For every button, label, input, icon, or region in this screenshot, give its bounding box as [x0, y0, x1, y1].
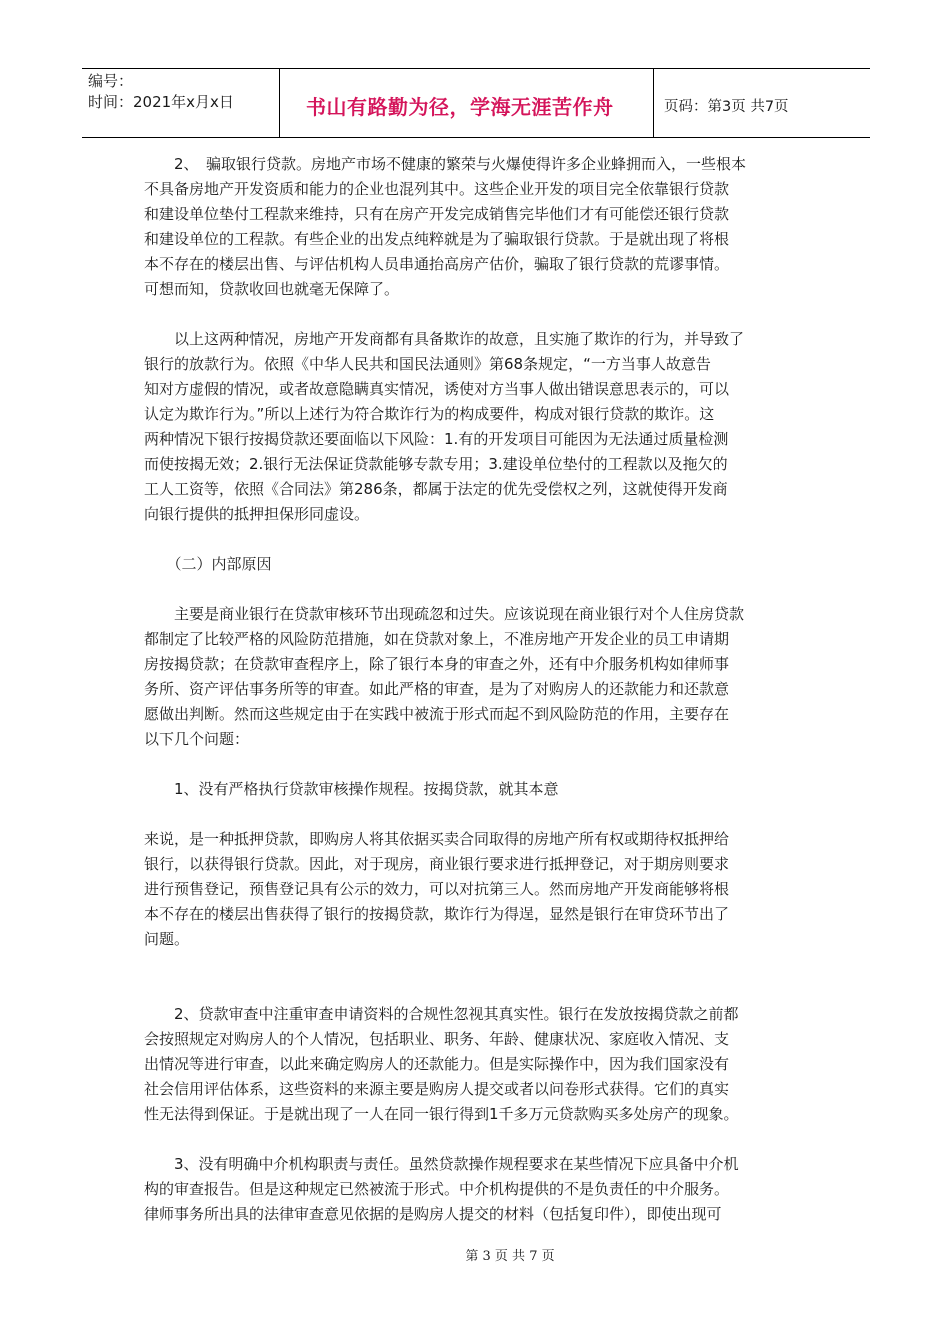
text-line: 会按照规定对购房人的个人情况，包括职业、职务、年龄、健康状况、家庭收入情况、支 [144, 1030, 730, 1048]
text-line: 来说，是一种抵押贷款，即购房人将其依据买卖合同取得的房地产所有权或期待权抵押给 [144, 830, 730, 848]
text-line: 房按揭贷款；在贷款审查程序上，除了银行本身的审查之外，还有中介服务机构如律师事 [144, 655, 730, 673]
text-line: 愿做出判断。然而这些规定由于在实践中被流于形式而起不到风险防范的作用，主要存在 [144, 705, 730, 723]
text-line: 3、没有明确中介机构职责与责任。虽然贷款操作规程要求在某些情况下应具备中介机 [144, 1155, 739, 1173]
document-body [144, 152, 809, 1227]
header-motto-cell [280, 69, 654, 137]
text-line: 出情况等进行审查，以此来确定购房人的还款能力。但是实际操作中，因为我们国家没有 [144, 1055, 730, 1073]
page-footer: 第 3 页 共 7 页 [465, 1249, 555, 1264]
blank-line [144, 752, 809, 777]
header-page-cell [654, 69, 870, 137]
text-line: 以上这两种情况，房地产开发商都有具备欺诈的故意，且实施了欺诈的行为，并导致了 [144, 330, 745, 348]
text-line: 工人工资等，依照《合同法》第286条，都属于法定的优先受偿权之列，这就使得开发商 [144, 480, 728, 498]
text-line: 和建设单位的工程款。有些企业的出发点纯粹就是为了骗取银行贷款。于是就出现了将根 [144, 230, 730, 248]
text-line: 都制定了比较严格的风险防范措施，如在贷款对象上，不准房地产开发企业的员工申请期 [144, 630, 730, 648]
text-line: 问题。 [144, 930, 190, 948]
text-line: 本不存在的楼层出售获得了银行的按揭贷款，欺诈行为得逞，显然是银行在审贷环节出了 [144, 905, 730, 923]
text-line: 认定为欺诈行为。”所以上述行为符合欺诈行为的构成要件，构成对银行贷款的欺诈。这 [144, 405, 715, 423]
text-line: 务所、资产评估事务所等的审查。如此严格的审查，是为了对购房人的还款能力和还款意 [144, 680, 730, 698]
text-line: 进行预售登记，预售登记具有公示的效力，可以对抗第三人。然而房地产开发商能够将根 [144, 880, 730, 898]
blank-line [144, 802, 809, 827]
text-line: 银行，以获得银行贷款。因此，对于现房，商业银行要求进行抵押登记，对于期房则要求 [144, 855, 730, 873]
text-line: 社会信用评估体系，这些资料的来源主要是购房人提交或者以问卷形式获得。它们的真实 [144, 1080, 730, 1098]
text-line: 1、没有严格执行贷款审核操作规程。按揭贷款，就其本意 [144, 780, 559, 798]
motto-text: 书山有路勤为径，学海无涯苦作舟 [306, 94, 614, 119]
text-line: 向银行提供的抵押担保形同虚设。 [144, 505, 370, 523]
blank-line [144, 527, 809, 552]
blank-line [144, 952, 809, 977]
text-line: 和建设单位垫付工程款来维持，只有在房产开发完成销售完毕他们才有可能偿还银行贷款 [144, 205, 730, 223]
text-line: 而使按揭无效；2.银行无法保证贷款能够专款专用；3.建设单位垫付的工程款以及拖欠的 [144, 455, 728, 473]
text-line: 不具备房地产开发资质和能力的企业也混列其中。这些企业开发的项目完全依靠银行贷款 [144, 180, 730, 198]
text-line: 主要是商业银行在贷款审核环节出现疏忽和过失。应该说现在商业银行对个人住房贷款 [144, 605, 745, 623]
header-info-cell [82, 69, 280, 137]
text-line: 本不存在的楼层出售、与评估机构人员串通抬高房产估价，骗取了银行贷款的荒谬事情。 [144, 255, 730, 273]
text-line: 性无法得到保证。于是就出现了一人在同一银行得到1千多万元贷款购买多处房产的现象。 [144, 1105, 739, 1123]
page-number-label: 页码：第3页 共7页 [664, 98, 789, 115]
blank-line [144, 302, 809, 327]
text-line: 2、 骗取银行贷款。房地产市场不健康的繁荣与火爆使得许多企业蜂拥而入，一些根本 [144, 155, 747, 173]
text-line: 两种情况下银行按揭贷款还要面临以下风险：1.有的开发项目可能因为无法通过质量检测 [144, 430, 729, 448]
text-line: 以下几个问题： [144, 730, 250, 748]
date-label: 时间：2021年x月x日 [88, 93, 234, 111]
text-line: 银行的放款行为。依照《中华人民共和国民法通则》第68条规定，“一方当事人故意告 [144, 355, 711, 373]
text-line: 律师事务所出具的法律审查意见依据的是购房人提交的材料（包括复印件），即使出现可 [144, 1205, 722, 1223]
text-line: （二）内部原因 [144, 555, 272, 573]
serial-number-label: 编号： [88, 72, 134, 90]
blank-line [144, 577, 809, 602]
document-header [82, 68, 870, 138]
text-line: 2、贷款审查中注重审查申请资料的合规性忽视其真实性。银行在发放按揭贷款之前都 [144, 1005, 739, 1023]
blank-line [144, 1127, 809, 1152]
text-line: 知对方虚假的情况，或者故意隐瞒真实情况，诱使对方当事人做出错误意思表示的，可以 [144, 380, 730, 398]
text-line: 构的审查报告。但是这种规定已然被流于形式。中介机构提供的不是负责任的中介服务。 [144, 1180, 730, 1198]
text-line: 可想而知，贷款收回也就毫无保障了。 [144, 280, 400, 298]
blank-line [144, 977, 809, 1002]
